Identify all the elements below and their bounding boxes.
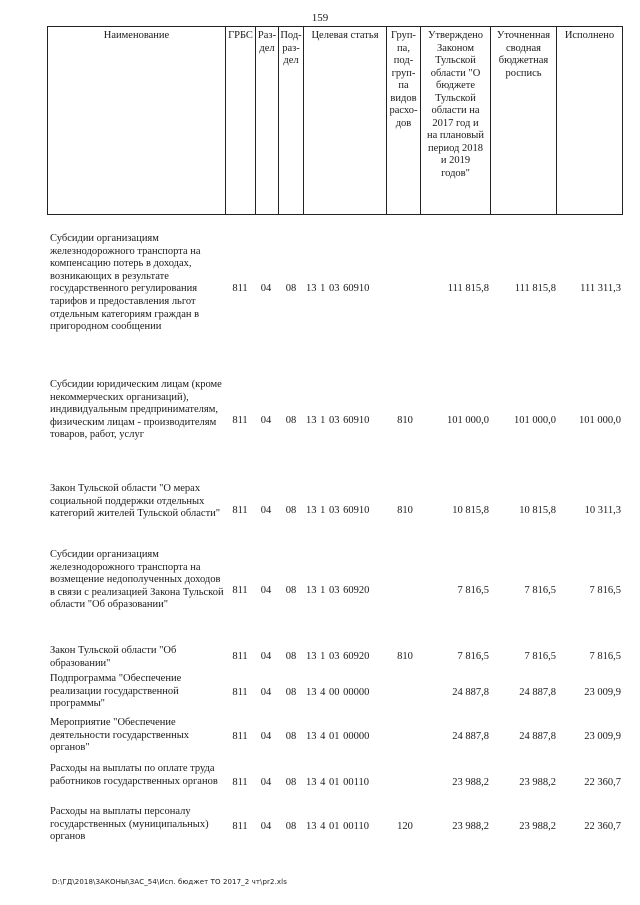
row-razdel: 04 xyxy=(260,283,272,294)
row-executed: 7 816,5 xyxy=(589,651,621,662)
row-razdel: 04 xyxy=(260,585,272,596)
row-approved: 23 988,2 xyxy=(452,821,489,832)
row-refined: 24 887,8 xyxy=(519,687,556,698)
col-divider xyxy=(556,26,557,214)
row-executed: 7 816,5 xyxy=(589,585,621,596)
page-number: 159 xyxy=(311,12,329,24)
row-grbs: 811 xyxy=(232,651,248,662)
row-grbs: 811 xyxy=(232,415,248,426)
row-executed: 23 009,9 xyxy=(584,687,621,698)
row-grbs: 811 xyxy=(232,585,248,596)
row-podrazdel: 08 xyxy=(285,651,297,662)
row-podrazdel: 08 xyxy=(285,505,297,516)
row-podrazdel: 08 xyxy=(285,731,297,742)
header-name: Наименование xyxy=(103,30,170,41)
row-refined: 101 000,0 xyxy=(514,415,556,426)
row-refined: 7 816,5 xyxy=(524,651,556,662)
row-razdel: 04 xyxy=(260,731,272,742)
row-vid: 810 xyxy=(397,651,413,662)
row-approved: 111 815,8 xyxy=(447,283,489,294)
row-approved: 7 816,5 xyxy=(457,651,489,662)
row-name: Субсидии юридическим лицам (кроме некоммерческих организаций), индивидуальным предпринимателям, физическим лицам - производителям товаров, работ, услуг xyxy=(50,379,222,441)
row-approved: 24 887,8 xyxy=(452,731,489,742)
row-razdel: 04 xyxy=(260,777,272,788)
row-target: 13 1 03 60920 xyxy=(306,585,370,596)
header-podrazdel: Под- раз- дел xyxy=(280,30,302,66)
col-divider xyxy=(47,26,48,214)
header-vid: Груп- па, под- груп- па видов расхо- дов xyxy=(389,30,418,129)
col-divider xyxy=(303,26,304,214)
row-name: Расходы на выплаты персоналу государственных (муниципальных) органов xyxy=(50,806,209,843)
row-approved: 7 816,5 xyxy=(457,585,489,596)
row-podrazdel: 08 xyxy=(285,283,297,294)
row-razdel: 04 xyxy=(260,415,272,426)
row-approved: 24 887,8 xyxy=(452,687,489,698)
row-executed: 111 311,3 xyxy=(580,283,621,294)
row-target: 13 1 03 60910 xyxy=(306,505,370,516)
row-refined: 23 988,2 xyxy=(519,777,556,788)
row-executed: 101 000,0 xyxy=(579,415,621,426)
row-podrazdel: 08 xyxy=(285,821,297,832)
header-bottom-border xyxy=(47,214,623,215)
row-approved: 101 000,0 xyxy=(447,415,489,426)
row-executed: 10 311,3 xyxy=(584,505,621,516)
row-podrazdel: 08 xyxy=(285,777,297,788)
row-name: Закон Тульской области "Об образовании" xyxy=(50,645,177,669)
header-approved: Утверждено Законом Тульской области "О бюджете Тульской области на 2017 год и на плановый период 2018 и 2019 годов" xyxy=(427,30,484,179)
row-executed: 23 009,9 xyxy=(584,731,621,742)
row-podrazdel: 08 xyxy=(285,415,297,426)
row-target: 13 1 03 60920 xyxy=(306,651,370,662)
row-executed: 22 360,7 xyxy=(584,777,621,788)
row-refined: 24 887,8 xyxy=(519,731,556,742)
row-razdel: 04 xyxy=(260,651,272,662)
row-razdel: 04 xyxy=(260,505,272,516)
row-razdel: 04 xyxy=(260,687,272,698)
row-name: Субсидии организациям железнодорожного транспорта на возмещение недополученных доходов в связи с реализацией Закона Тульской области "Об образовании" xyxy=(50,549,224,611)
row-approved: 23 988,2 xyxy=(452,777,489,788)
row-vid: 810 xyxy=(397,415,413,426)
row-grbs: 811 xyxy=(232,687,248,698)
row-podrazdel: 08 xyxy=(285,687,297,698)
row-grbs: 811 xyxy=(232,777,248,788)
row-name: Подпрограмма "Обеспечение реализации государственной программы" xyxy=(50,673,182,710)
row-approved: 10 815,8 xyxy=(452,505,489,516)
header-refined: Уточненная сводная бюджетная роспись xyxy=(496,30,551,79)
row-name: Субсидии организациям железнодорожного транспорта на компенсацию потерь в доходах, возникающих в результате государственного регулирования тарифов и предоставления льгот отдельным категориям граждан в пригородном сообщении xyxy=(50,233,201,333)
col-divider xyxy=(225,26,226,214)
row-refined: 10 815,8 xyxy=(519,505,556,516)
header-executed: Исполнено xyxy=(564,30,615,41)
header-razdel: Раз- дел xyxy=(257,30,277,54)
row-name: Мероприятие "Обеспечение деятельности государственных органов" xyxy=(50,717,190,754)
row-target: 13 4 01 00000 xyxy=(306,731,370,742)
row-refined: 7 816,5 xyxy=(524,585,556,596)
col-divider xyxy=(622,26,623,214)
file-path-footer: D:\ГД\2018\ЗАКОНЫ\ЗАС_54\Исп. бюджет ТО 2017_2 чт\pr2.xls xyxy=(52,878,287,886)
row-target: 13 1 03 60910 xyxy=(306,283,370,294)
row-target: 13 4 01 00110 xyxy=(306,821,369,832)
row-target: 13 4 00 00000 xyxy=(306,687,370,698)
row-vid: 120 xyxy=(397,821,413,832)
header-grbs: ГРБС xyxy=(228,30,253,41)
row-name: Закон Тульской области "О мерах социальной поддержки отдельных категорий жителей Тульской области" xyxy=(50,483,221,520)
table-top-border xyxy=(47,26,623,27)
row-razdel: 04 xyxy=(260,821,272,832)
row-grbs: 811 xyxy=(232,505,248,516)
row-refined: 111 815,8 xyxy=(514,283,556,294)
row-target: 13 1 03 60910 xyxy=(306,415,370,426)
row-grbs: 811 xyxy=(232,731,248,742)
row-vid: 810 xyxy=(397,505,413,516)
row-executed: 22 360,7 xyxy=(584,821,621,832)
header-target: Целевая статья xyxy=(311,30,379,41)
row-target: 13 4 01 00110 xyxy=(306,777,369,788)
row-podrazdel: 08 xyxy=(285,585,297,596)
row-grbs: 811 xyxy=(232,821,248,832)
row-grbs: 811 xyxy=(232,283,248,294)
row-refined: 23 988,2 xyxy=(519,821,556,832)
row-name: Расходы на выплаты по оплате труда работников государственных органов xyxy=(50,763,218,787)
